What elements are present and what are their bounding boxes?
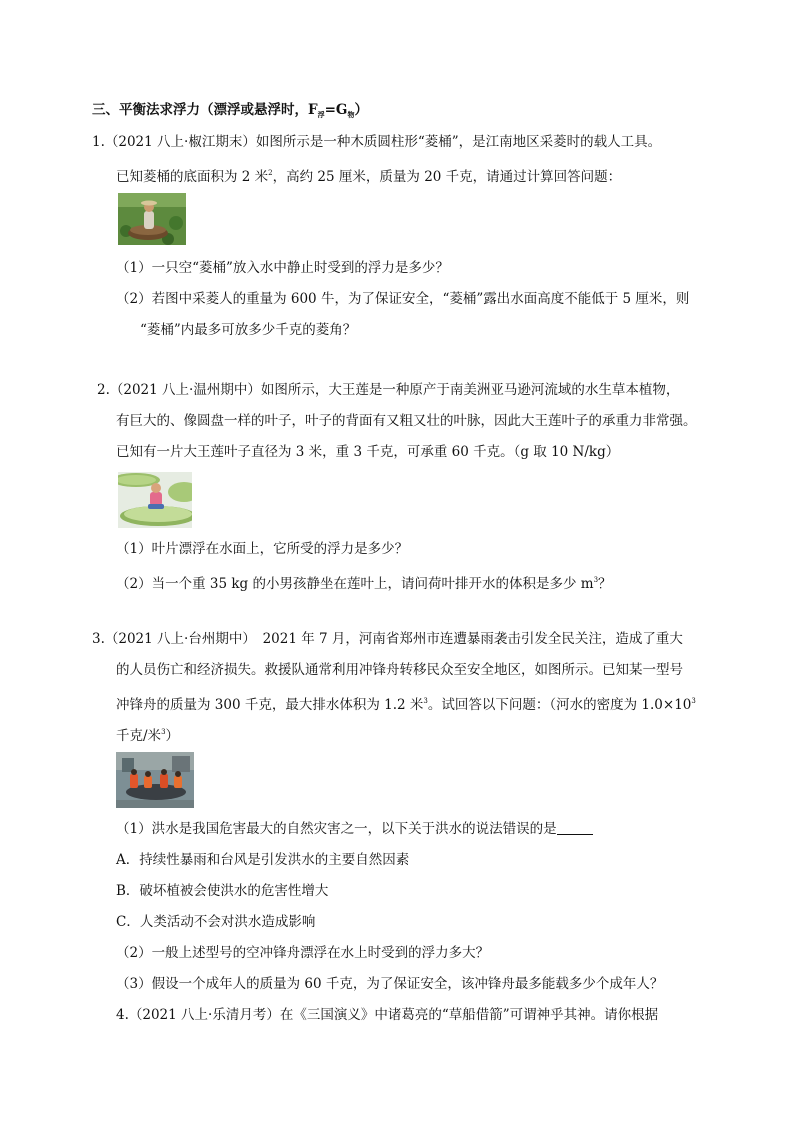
q3-line4: 千克/米$^3$） — [116, 728, 180, 744]
q1-sub2-line2: “菱桶”内最多可放多少千克的菱角？ — [140, 322, 357, 338]
q1-line2: 已知菱桶的底面积为 2 米$^2$，高约 25 厘米，质量为 20 千克，请通过计算回答问题： — [116, 169, 622, 185]
q2-sub1: （1）叶片漂浮在水面上，它所受的浮力是多少？ — [116, 541, 409, 557]
q3-option-a: A．持续性暴雨和台风是引发洪水的主要自然因素 — [116, 852, 410, 868]
q3-sub2: （2）一般上述型号的空冲锋舟漂浮在水上时受到的浮力多大？ — [116, 945, 490, 961]
q1-line1: 1.（2021 八上·椒江期末）如图所示是一种木质圆柱形“菱桶”，是江南地区采菱时的载人工具。 — [92, 134, 662, 150]
q2-line2: 有巨大的、像圆盘一样的叶子，叶子的背面有又粗又壮的叶脉，因此大王莲叶子的承重力非常强。 — [116, 413, 697, 429]
lingtong-photo — [118, 193, 186, 245]
q2-line3: 已知有一片大王莲叶子直径为 3 米，重 3 千克，可承重 60 千克。（g 取 10 N/kg） — [116, 444, 620, 460]
rescue-boat-photo — [116, 752, 194, 808]
section-heading: 三、平衡法求浮力（漂浮或悬浮时，$F_浮=G_物$） — [92, 102, 368, 119]
q1-sub1: （1）一只空“菱桶”放入水中静止时受到的浮力是多少？ — [116, 260, 449, 276]
answer-blank[interactable] — [557, 822, 593, 835]
q3-line1: 3.（2021 八上·台州期中） 2021 年 7 月，河南省郑州市连遭暴雨袭击引发全民关注，造成了重大 — [92, 631, 683, 647]
q3-sub1: （1）洪水是我国危害最大的自然灾害之一，以下关于洪水的说法错误的是 — [116, 820, 593, 838]
q3-option-c: C．人类活动不会对洪水造成影响 — [116, 914, 316, 930]
q3-option-b: B．破坏植被会使洪水的危害性增大 — [116, 883, 329, 899]
q2-sub2: （2）当一个重 35 kg 的小男孩静坐在莲叶上，请问荷叶排开水的体积是多少 $m^3$？ — [116, 576, 612, 592]
q1-sub2-line1: （2）若图中采菱人的重量为 600 牛，为了保证安全，“菱桶”露出水面高度不能低于 5 厘米，则 — [116, 291, 690, 307]
q3-line3: 冲锋舟的质量为 300 千克，最大排水体积为 1.2 米$^3$。试回答以下问题：（河水的密度为 $1.0\times 10^3$ — [116, 697, 696, 713]
q3-line2: 的人员伤亡和经济损失。救援队通常利用冲锋舟转移民众至安全地区，如图所示。已知某一型号 — [116, 662, 683, 678]
q4-line1: 4.（2021 八上·乐清月考）在《三国演义》中诸葛亮的“草船借箭”可谓神乎其神。请你根据 — [116, 1007, 659, 1023]
q3-sub3: （3）假设一个成年人的质量为 60 千克，为了保证安全，该冲锋舟最多能载多少个成年人？ — [116, 976, 664, 992]
water-lily-photo — [118, 472, 192, 528]
q2-line1: 2.（2021 八上·温州期中）如图所示，大王莲是一种原产于南美洲亚马逊河流域的水生草本植物， — [97, 382, 680, 398]
